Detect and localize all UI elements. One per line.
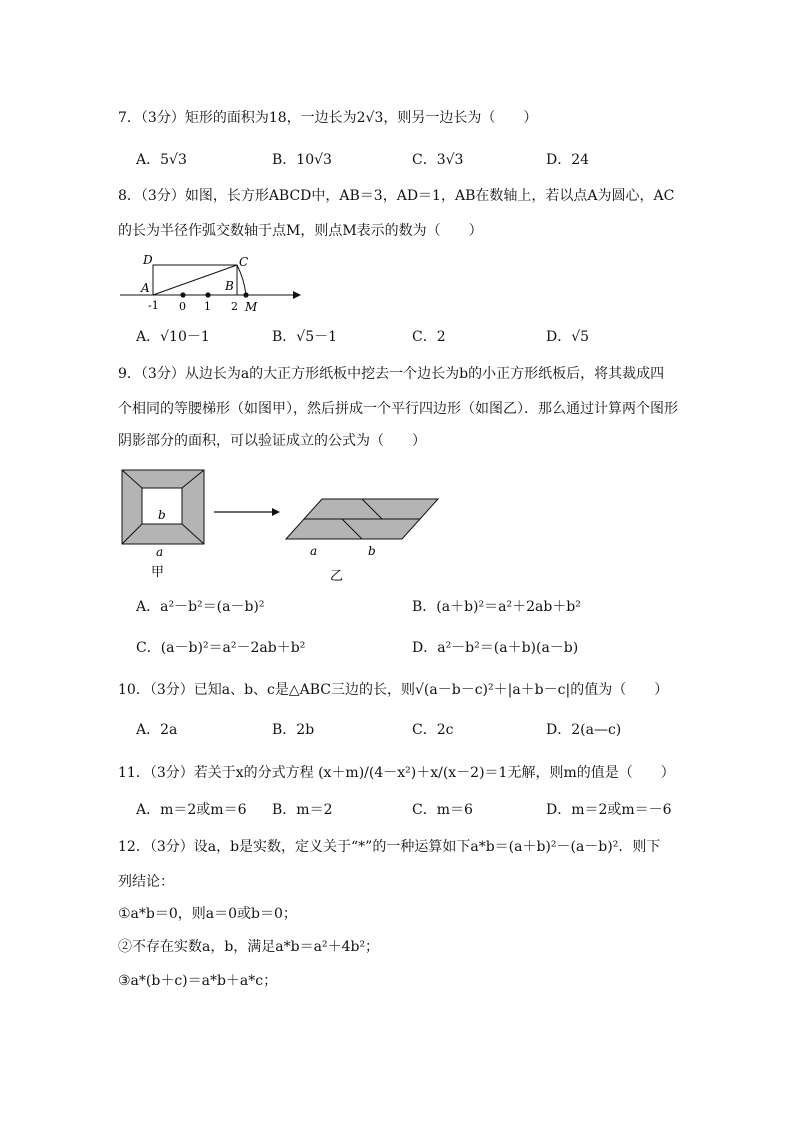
tick-2: 2 <box>231 300 238 313</box>
q9-stem-line1: 9．（3分）从边长为a的大正方形纸板中挖去一个边长为b的小正方形纸板后，将其裁成四 <box>118 366 665 382</box>
q9-arrow <box>212 505 282 519</box>
q12-item-3: ③a*(b＋c)＝a*b＋a*c； <box>118 973 278 989</box>
q12-stem-line1: 12．（3分）设a，b是实数，定义关于“*”的一种运算如下a*b＝(a＋b)²－(a－b)²．则下 <box>118 839 661 855</box>
q9-stem-line3: 阴影部分的面积，可以验证成立的公式为（ ） <box>118 433 426 449</box>
tick-neg1: -1 <box>148 299 159 312</box>
tick-1: 1 <box>204 300 211 313</box>
q11-option-b: B．m＝2 <box>272 802 333 818</box>
label-c: C <box>239 255 249 269</box>
q8-option-d: D．√5 <box>546 329 590 345</box>
q10-option-d: D．2(a—c) <box>546 722 622 738</box>
q7-option-b: B．10√3 <box>272 152 332 168</box>
q12-stem-line2: 列结论： <box>118 874 174 890</box>
q8-option-c: C．2 <box>412 329 446 345</box>
q9-option-d: D．a²－b²＝(a＋b)(a－b) <box>412 640 579 656</box>
q8-stem-line2: 的长为半径作弧交数轴于点M，则点M表示的数为（ ） <box>118 223 483 239</box>
q11-stem: 11．（3分）若关于x的分式方程 (x＋m)/(4－x²)＋x/(x－2)＝1无解，则m的值是（ ） <box>118 765 675 781</box>
q10-option-b: B．2b <box>272 722 315 738</box>
q11-option-a: A．m＝2或m＝6 <box>136 802 247 818</box>
label-d: D <box>143 253 153 267</box>
q11-option-d: D．m＝2或m＝－6 <box>546 802 672 818</box>
q9-option-c: C．(a－b)²＝a²－2ab＋b² <box>136 640 306 656</box>
q12-item-2: ②不存在实数a，b，满足a*b＝a²＋4b²； <box>118 939 380 955</box>
q7-option-a: A．5√3 <box>136 152 187 168</box>
q7-stem: 7．（3分）矩形的面积为18，一边长为2√3，则另一边长为（ ） <box>118 110 538 126</box>
tick-0: 0 <box>179 300 186 313</box>
jia-label-b: b <box>158 508 166 522</box>
q9-figure-yi <box>282 494 442 586</box>
q9-option-b: B．(a＋b)²＝a²＋2ab＋b² <box>412 599 581 615</box>
q7-option-c: C．3√3 <box>412 152 464 168</box>
q9-stem-line2: 个相同的等腰梯形（如图甲），然后拼成一个平行四边形（如图乙）．那么通过计算两个图形 <box>118 401 678 417</box>
q8-stem-line1: 8．（3分）如图，长方形ABCD中，AB＝3，AD＝1，AB在数轴上，若以点A为圆心，AC <box>118 188 675 204</box>
label-m: M <box>245 300 258 314</box>
yi-caption: 乙 <box>330 569 344 584</box>
label-b: B <box>225 279 234 293</box>
yi-label-a: a <box>310 544 318 558</box>
jia-caption: 甲 <box>151 565 165 580</box>
label-a: A <box>141 281 150 295</box>
q10-option-a: A．2a <box>136 722 178 738</box>
q8-option-b: B．√5－1 <box>272 329 338 345</box>
q9-figure-jia <box>118 466 208 581</box>
q8-number-line-figure <box>115 250 305 320</box>
q10-option-c: C．2c <box>412 722 454 738</box>
q11-option-c: C．m＝6 <box>412 802 473 818</box>
q12-item-1: ①a*b＝0，则a＝0或b＝0； <box>118 906 297 922</box>
q9-option-a: A．a²－b²＝(a－b)² <box>136 599 265 615</box>
yi-label-b: b <box>368 544 376 558</box>
q8-option-a: A．√10－1 <box>136 329 210 345</box>
q10-stem: 10．（3分）已知a、b、c是△ABC三边的长，则√(a－b－c)²＋|a＋b－c|的值为（ ） <box>118 682 669 698</box>
jia-label-a: a <box>156 545 164 559</box>
q7-option-d: D．24 <box>546 152 590 168</box>
